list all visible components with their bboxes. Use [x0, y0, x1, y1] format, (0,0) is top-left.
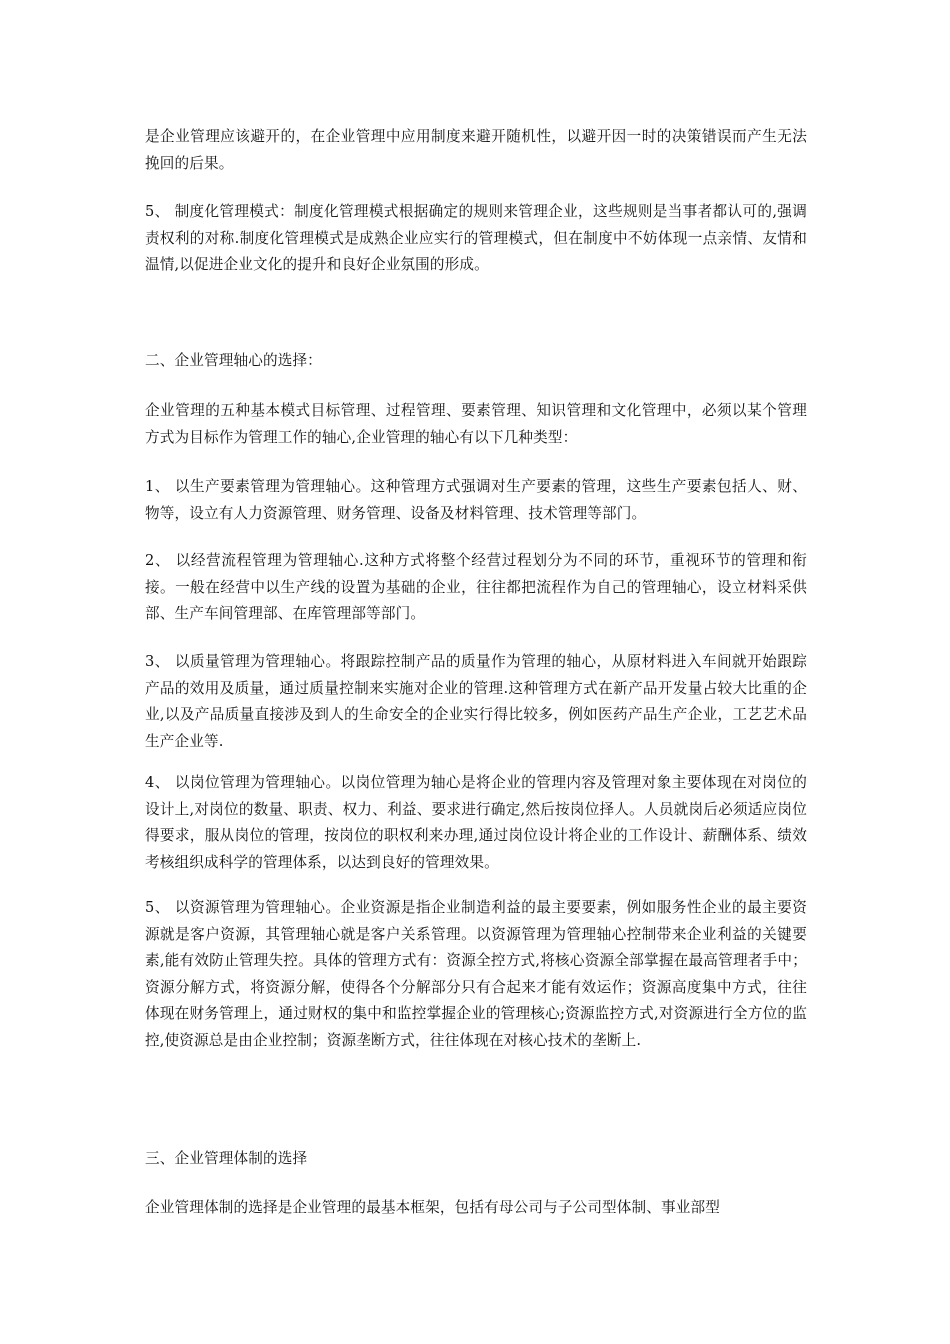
- paragraph-axis-position: 4、 以岗位管理为管理轴心。以岗位管理为轴心是将企业的管理内容及管理对象主要体现在对岗位的设计上,对岗位的数量、职责、权力、利益、要求进行确定,然后按岗位择人。人员就岗后必须适应岗位得要求，服从岗位的管理，按岗位的职权利来办理,通过岗位设计将企业的工作设计、薪酬体系、绩效考核组织成科学的管理体系，以达到良好的管理效果。: [145, 774, 807, 871]
- section-heading-management-axis: 二、企业管理轴心的选择：: [145, 352, 322, 369]
- paragraph-system-intro: 企业管理体制的选择是企业管理的最基本框架，包括有母公司与子公司型体制、事业部型: [145, 1199, 721, 1216]
- paragraph-axis-resources: 5、 以资源管理为管理轴心。企业资源是指企业制造利益的最主要要素，例如服务性企业的最主要资源就是客户资源，其管理轴心就是客户关系管理。以资源管理为管理轴心控制带来企业利益的关键要素,能有效防止管理失控。具体的管理方式有：资源全控方式,将核心资源全部掌握在最高管理者手中；资源分解方式，将资源分解，使得各个分解部分只有合起来才能有效运作；资源高度集中方式，往往体现在财务管理上，通过财权的集中和监控掌握企业的管理核心;资源监控方式,对资源进行全方位的监控,使资源总是由企业控制；资源垄断方式，往往体现在对核心技术的垄断上.: [145, 899, 807, 1049]
- paragraph-institutional-mode: 5、 制度化管理模式：制度化管理模式根据确定的规则来管理企业，这些规则是当事者都认可的,强调责权利的对称.制度化管理模式是成熟企业应实行的管理模式，但在制度中不妨体现一点亲情、友情和温情,以促进企业文化的提升和良好企业氛围的形成。: [145, 203, 807, 273]
- paragraph-axis-production-factors: 1、 以生产要素管理为管理轴心。这种管理方式强调对生产要素的管理，这些生产要素包括人、财、物等，设立有人力资源管理、财务管理、设备及材料管理、技术管理等部门。: [145, 478, 807, 522]
- paragraph-axis-intro: 企业管理的五种基本模式目标管理、过程管理、要素管理、知识管理和文化管理中，必须以某个管理方式为目标作为管理工作的轴心,企业管理的轴心有以下几种类型：: [145, 402, 807, 446]
- paragraph-axis-quality: 3、 以质量管理为管理轴心。将跟踪控制产品的质量作为管理的轴心，从原材料进入车间就开始跟踪产品的效用及质量，通过质量控制来实施对企业的管理.这种管理方式在新产品开发量占较大比重的企业,以及产品质量直接涉及到人的生命安全的企业实行得比较多，例如医药产品生产企业，工艺艺术品生产企业等.: [145, 653, 807, 750]
- paragraph-random-avoidance: 是企业管理应该避开的，在企业管理中应用制度来避开随机性，以避开因一时的决策错误而产生无法挽回的后果。: [145, 128, 807, 172]
- section-heading-management-system: 三、企业管理体制的选择: [145, 1150, 308, 1167]
- paragraph-axis-business-process: 2、 以经营流程管理为管理轴心.这种方式将整个经营过程划分为不同的环节，重视环节的管理和衔接。一般在经营中以生产线的设置为基础的企业，往往都把流程作为自己的管理轴心，设立材料采供部、生产车间管理部、在库管理部等部门。: [145, 552, 807, 622]
